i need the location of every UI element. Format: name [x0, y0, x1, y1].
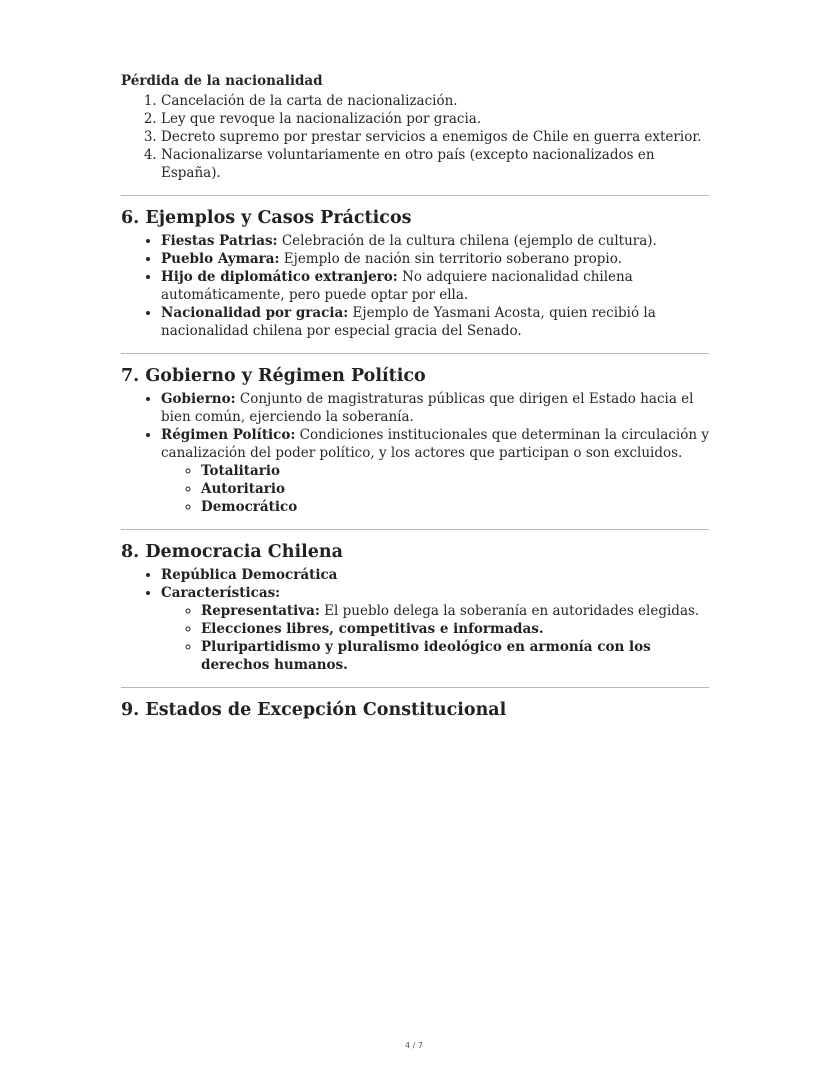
term: Representativa: [201, 603, 320, 619]
section-6-list [121, 232, 709, 340]
list-item: 1. Cancelación de la carta de nacionalización. [161, 92, 709, 110]
list-item: 2. Ley que revoque la nacionalización por gracia. [161, 110, 709, 128]
section-7-heading: 7. Gobierno y Régimen Político [121, 366, 426, 386]
term: Pluripartidismo y pluralismo ideológico en armonía con los derechos humanos. [201, 639, 651, 673]
definition: Conjunto de magistraturas públicas que dirigen el Estado hacia el bien común, ejerciendo la soberanía. [161, 391, 694, 425]
list-item: 4. Nacionalizarse voluntariamente en otro país (excepto nacionalizados en España). [161, 146, 709, 182]
list-item [161, 250, 709, 268]
list-item [161, 426, 709, 516]
page-indicator: 4 / 7 [405, 1041, 423, 1050]
list-item [201, 620, 709, 638]
section-divider [121, 529, 709, 530]
definition: Condiciones institucionales que determinan la circulación y canalización del poder político, y los actores que participan o son excluidos. [161, 427, 709, 461]
definition: No adquiere nacionalidad chilena automáticamente, pero puede optar por ella. [161, 269, 633, 303]
section-6-heading: 6. Ejemplos y Casos Prácticos [121, 208, 412, 228]
term: Pueblo Aymara: [161, 251, 280, 267]
regime-types-list [161, 462, 709, 516]
term: Hijo de diplomático extranjero: [161, 269, 398, 285]
section-8-heading: 8. Democracia Chilena [121, 542, 343, 562]
list-item: ◦ Autoritario [201, 480, 709, 498]
list-item: 3. Decreto supremo por prestar servicios a enemigos de Chile en guerra exterior. [161, 128, 709, 146]
definition: Ejemplo de nación sin territorio soberano propio. [279, 251, 622, 267]
list-item [161, 232, 709, 250]
definition: Celebración de la cultura chilena (ejemplo de cultura). [277, 233, 657, 249]
term: Nacionalidad por gracia: [161, 305, 349, 321]
term: Elecciones libres, competitivas e informadas. [201, 621, 544, 637]
loss-of-nationality-heading: Pérdida de la nacionalidad [121, 73, 323, 89]
list-item [201, 602, 709, 620]
section-divider [121, 195, 709, 196]
list-item [161, 268, 709, 304]
section-8-list [121, 566, 709, 674]
definition: El pueblo delega la soberanía en autoridades elegidas. [319, 603, 700, 619]
section-divider [121, 353, 709, 354]
loss-of-nationality-list [121, 92, 709, 182]
definition: Ejemplo de Yasmani Acosta, quien recibió la nacionalidad chilena por especial gracia del Senado. [161, 305, 656, 339]
term: Régimen Político: [161, 427, 296, 443]
list-item [201, 638, 709, 674]
section-7-list [121, 390, 709, 516]
list-item [161, 390, 709, 426]
list-item: • República Democrática [161, 566, 709, 584]
list-item: • Características: ◦ Representativa: El pueblo delega la soberanía en autoridades elegidas. ◦ Elecciones libres, competitivas e informadas. ◦ Pluripartidismo y pluralismo ideológico en armonía con los derechos humanos. [161, 584, 709, 674]
list-item: ◦ Totalitario [201, 462, 709, 480]
section-divider [121, 687, 709, 688]
term: Fiestas Patrias: [161, 233, 278, 249]
characteristics-list [161, 602, 709, 674]
list-item [161, 304, 709, 340]
section-9-heading: 9. Estados de Excepción Constitucional [121, 700, 507, 720]
term: Gobierno: [161, 391, 236, 407]
document-page [121, 72, 709, 724]
list-item: ◦ Democrático [201, 498, 709, 516]
